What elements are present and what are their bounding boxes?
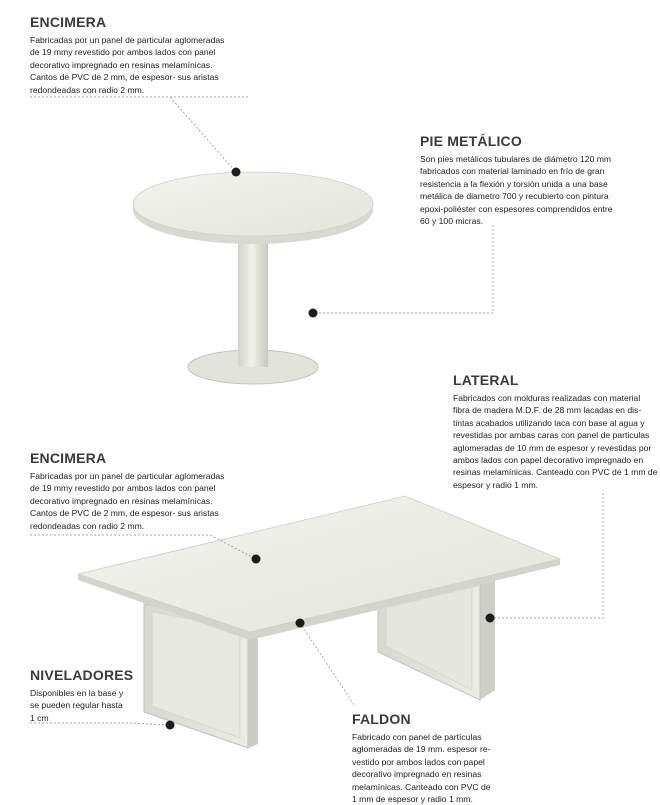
- callout-dot-icon: [252, 555, 261, 564]
- lateral-line: fibra de madera M.D.F. de 28 mm lacadas en dis-: [453, 405, 642, 416]
- niveladores-line: se pueden regular hasta: [30, 700, 123, 711]
- encimera-round-title: ENCIMERA: [30, 14, 107, 30]
- encimera-rect-line: Fabricadas por un panel de particular aglomeradas: [30, 471, 225, 481]
- encimera-rect-line: de 19 mmy revestido por ambos lados con panel: [30, 483, 216, 494]
- lateral-line: espesor y radio 1 mm.: [453, 479, 539, 490]
- lateral-line: resinas melamínicas. Canteado con PVC de 1 mm de: [453, 467, 658, 478]
- encimera-rect-line: decorativo impregnado en resinas melamínicas.: [30, 495, 213, 506]
- encimera-rect-line: redondeadas con radio 2 mm.: [30, 520, 145, 531]
- lateral-line: Fabricados con molduras realizadas con material: [453, 393, 641, 403]
- pie-metalico-line: Son pies metálicos tubulares de diámetro 120 mm: [420, 154, 612, 164]
- encimera-round-line: redondeadas con radio 2 mm.: [30, 84, 145, 95]
- lateral-line: revestidas por ambas caras con panel de particulas: [453, 430, 650, 441]
- encimera-rect-title: ENCIMERA: [30, 450, 107, 466]
- faldon-line: decorativo impregnado en resinas: [352, 769, 482, 780]
- callout-dot-icon: [309, 309, 318, 318]
- leader-encimera-round-diag: [170, 97, 236, 172]
- round-table-top: [133, 172, 373, 236]
- niveladores-line: Disponibles en la base y: [30, 688, 124, 698]
- lateral-title: LATERAL: [453, 372, 519, 388]
- encimera-round-line: Fabricadas por un panel de particular aglomeradas: [30, 35, 225, 45]
- faldon-block: [352, 711, 522, 805]
- lateral-line: ambos lados con papel decorativo impregnado en: [453, 455, 644, 466]
- faldon-line: aglomeradas de 19 mm. espesor re-: [352, 744, 491, 755]
- pie-metalico-block: [420, 133, 650, 227]
- encimera-round-line: decorativo impregnado en resinas melamínicas.: [30, 59, 213, 70]
- lateral-block: [453, 372, 658, 491]
- faldon-line: Fabricado con panel de partículas: [352, 732, 482, 742]
- niveladores-title: NIVELADORES: [30, 667, 134, 683]
- lateral-line: aglomeradas de 10 mm de espesor y revestidas por: [453, 442, 652, 453]
- niveladores-line: 1 cm: [30, 712, 49, 723]
- faldon-title: FALDON: [352, 711, 411, 727]
- lateral-line: tintas acabados utilizando laca con base al agua y: [453, 417, 645, 428]
- callout-dot-icon: [296, 619, 305, 628]
- round-table-pole: [238, 230, 268, 367]
- encimera-round-block: [30, 14, 260, 96]
- faldon-line: melamínicas. Canteado con PVC de: [352, 781, 491, 792]
- pie-metalico-title: PIE METÁLICO: [420, 133, 522, 149]
- pie-metalico-line: fabricados con material laminado en frío de gran: [420, 166, 605, 177]
- pie-metalico-line: resistencia a la flexión y torsión unida a una base: [420, 178, 608, 189]
- pie-metalico-line: epoxi-poliéster con espesores comprendidos entre: [420, 203, 613, 214]
- encimera-rect-line: Cantos de PVC de 2 mm, de espesor- sus aristas: [30, 508, 219, 519]
- faldon-line: vestido por ambos lados con papel: [352, 756, 485, 767]
- callout-dot-icon: [166, 721, 175, 730]
- callout-dot-icon: [486, 614, 495, 623]
- faldon-line: 1 mm de espesor y radio 1 mm.: [352, 794, 473, 805]
- encimera-round-line: Cantos de PVC de 2 mm, de espesor- sus aristas: [30, 72, 219, 83]
- niveladores-block: [30, 667, 160, 724]
- pie-metalico-line: metálica de diametro 700 y recubierto con pintura: [420, 191, 609, 202]
- callout-dot-icon: [232, 168, 241, 177]
- pie-metalico-line: 60 y 100 micras.: [420, 216, 484, 227]
- leader-pie: [315, 225, 493, 313]
- round-table: [133, 172, 373, 384]
- leader-faldon: [300, 623, 355, 706]
- encimera-round-line: de 19 mmy revestido por ambos lados con panel: [30, 47, 216, 58]
- encimera-rect-block: [30, 450, 260, 532]
